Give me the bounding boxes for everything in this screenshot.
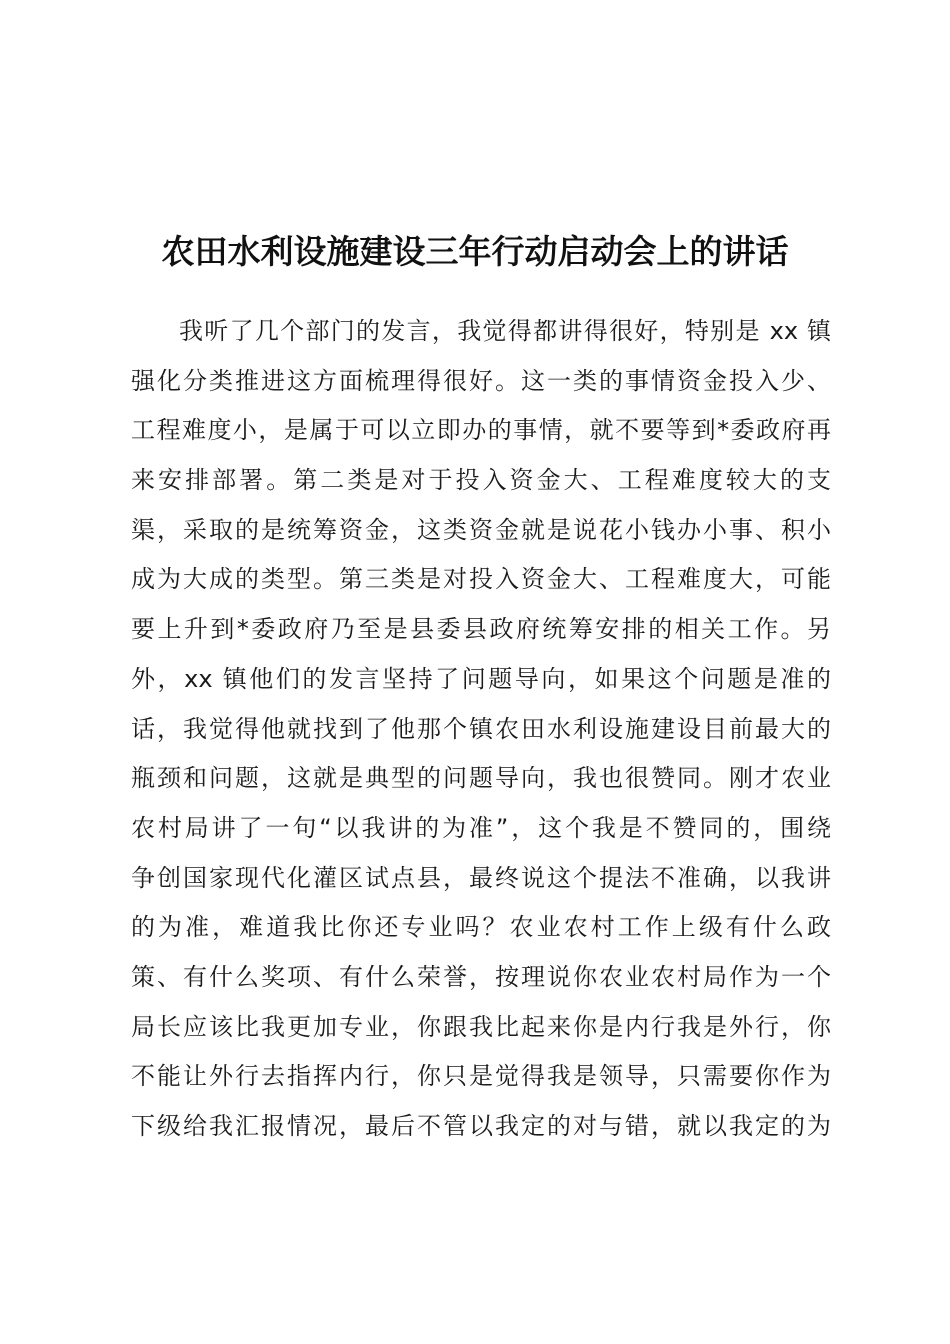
paragraph-line: 渠，采取的是统筹资金，这类资金就是说花小钱办小事、积小 — [131, 515, 831, 544]
document-title: 农田水利设施建设三年行动启动会上的讲话 — [161, 232, 789, 271]
paragraph-line: 外，xx 镇他们的发言坚持了问题导向，如果这个问题是准的 — [131, 664, 831, 693]
paragraph-line: 策、有什么奖项、有什么荣誉，按理说你农业农村局作为一个 — [131, 962, 831, 991]
paragraph-line: 强化分类推进这方面梳理得很好。这一类的事情资金投入少、 — [131, 366, 831, 395]
paragraph-line: 的为准，难道我比你还专业吗？农业农村工作上级有什么政 — [131, 913, 831, 942]
document-body — [131, 307, 831, 1152]
paragraph-line: 成为大成的类型。第三类是对投入资金大、工程难度大，可能 — [131, 565, 831, 594]
paragraph-line: 争创国家现代化灌区试点县，最终说这个提法不准确，以我讲 — [131, 863, 831, 892]
paragraph-line: 瓶颈和问题，这就是典型的问题导向，我也很赞同。刚才农业 — [131, 764, 831, 793]
paragraph-line: 话，我觉得他就找到了他那个镇农田水利设施建设目前最大的 — [131, 714, 831, 743]
paragraph-line: 来安排部署。第二类是对于投入资金大、工程难度较大的支 — [131, 466, 831, 495]
paragraph-line: 下级给我汇报情况，最后不管以我定的对与错，就以我定的为 — [131, 1112, 831, 1140]
paragraph-line: 工程难度小，是属于可以立即办的事情，就不要等到*委政府再 — [131, 416, 831, 445]
paragraph-line: 农村局讲了一句“以我讲的为准”，这个我是不赞同的，围绕 — [131, 813, 831, 842]
paragraph-line: 局长应该比我更加专业，你跟我比起来你是内行我是外行，你 — [131, 1012, 831, 1041]
paragraph-line: 我听了几个部门的发言，我觉得都讲得很好，特别是 xx 镇 — [179, 317, 831, 345]
paragraph-line: 不能让外行去指挥内行，你只是觉得我是领导，只需要你作为 — [131, 1062, 831, 1091]
paragraph-line: 要上升到*委政府乃至是县委县政府统筹安排的相关工作。另 — [131, 615, 831, 644]
